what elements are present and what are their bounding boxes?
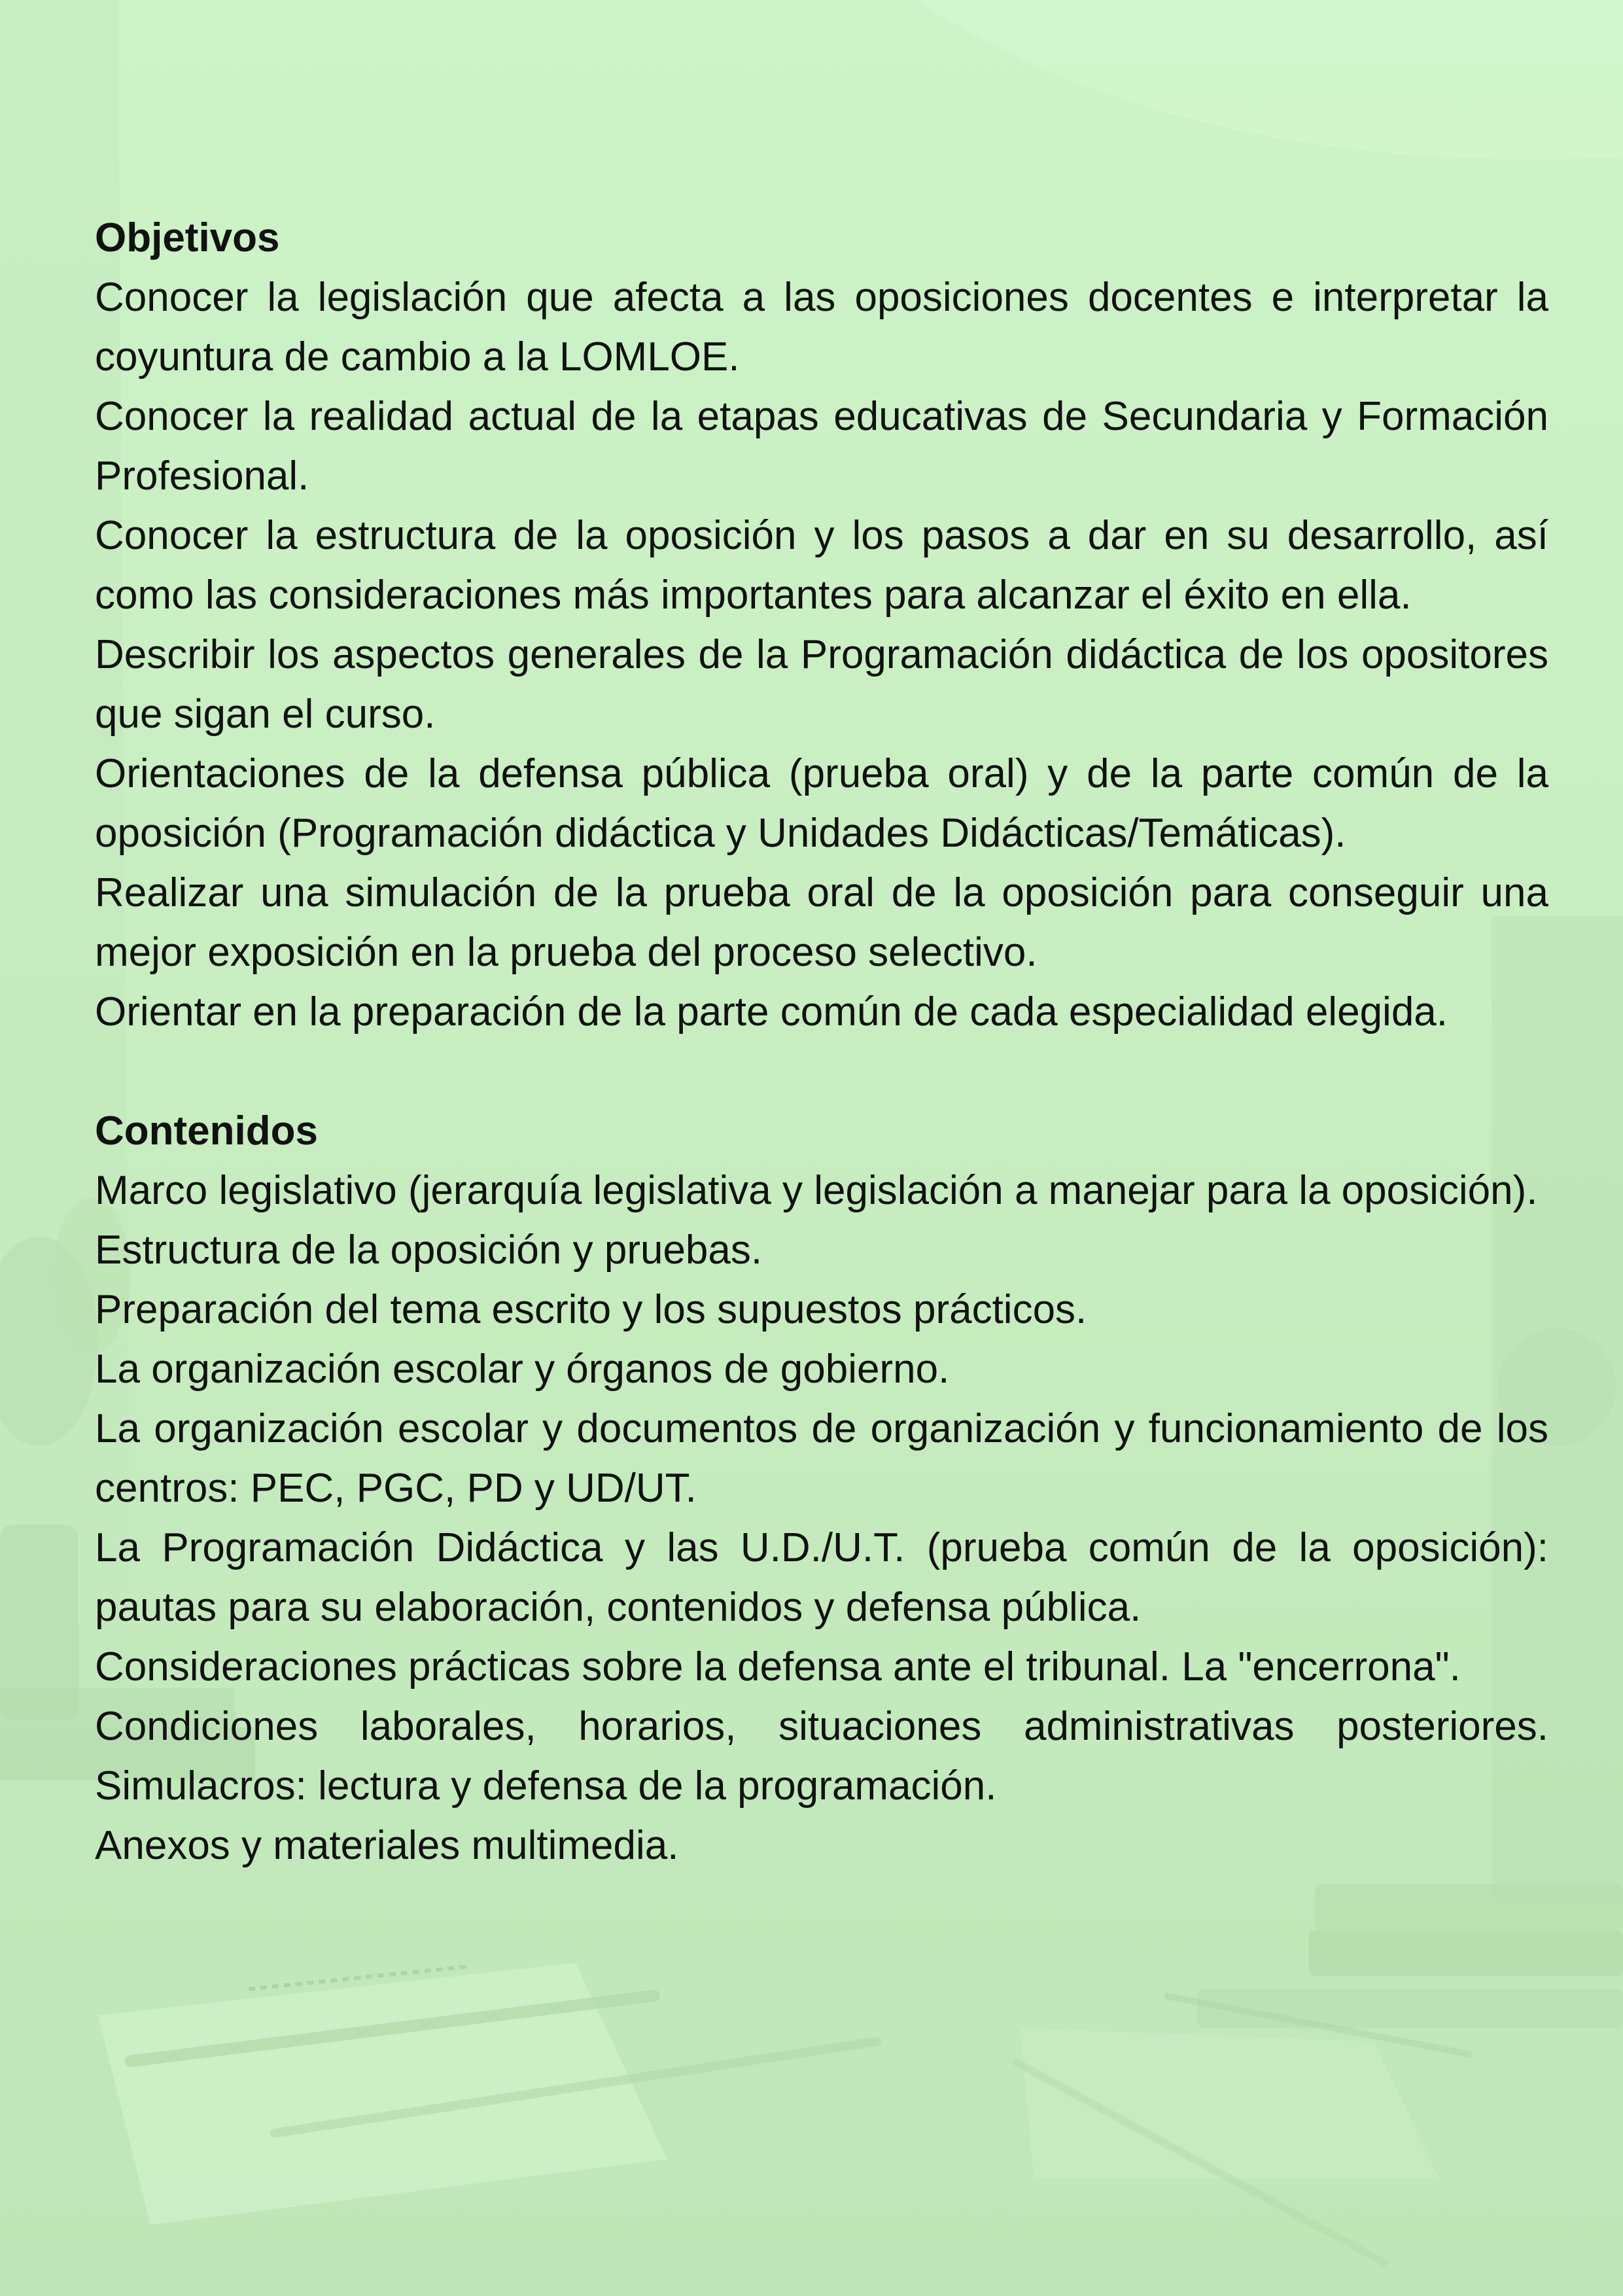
section-spacer	[95, 1042, 1548, 1101]
contenido-item: Marco legislativo (jerarquía legislativa y legislación a manejar para la oposición).	[95, 1168, 1538, 1213]
objetivo-item: Orientar en la preparación de la parte común de cada especialidad elegida.	[95, 989, 1448, 1034]
contenido-item: Anexos y materiales multimedia.	[95, 1823, 679, 1868]
contenido-item: La Programación Didáctica y las U.D./U.T. (prueba común de la oposición): pautas para su elaboración, contenidos y defensa pública.	[95, 1525, 1548, 1630]
contenido-item: Consideraciones prácticas sobre la defensa ante el tribunal. La "encerrona".	[95, 1644, 1461, 1689]
course-description	[95, 208, 1548, 1875]
objetivo-item: Conocer la estructura de la oposición y los pasos a dar en su desarrollo, así como las consideraciones más importantes para alcanzar el éxito en ella.	[95, 513, 1548, 618]
contenido-item: Simulacros: lectura y defensa de la programación.	[95, 1763, 997, 1809]
contenidos-heading: Contenidos	[95, 1108, 318, 1154]
objetivo-item: Orientaciones de la defensa pública (prueba oral) y de la parte común de la oposición (Programación didáctica y Unidades Didácticas/Temáticas).	[95, 751, 1548, 856]
contenido-item: La organización escolar y documentos de organización y funcionamiento de los centros: PEC, PGC, PD y UD/UT.	[95, 1406, 1548, 1511]
objetivos-heading: Objetivos	[95, 215, 280, 260]
objetivo-item: Realizar una simulación de la prueba oral de la oposición para conseguir una mejor exposición en la prueba del proceso selectivo.	[95, 870, 1548, 975]
contenido-item: Condiciones laborales, horarios, situaciones administrativas posteriores.	[95, 1704, 1548, 1749]
contenido-item: Preparación del tema escrito y los supuestos prácticos.	[95, 1287, 1087, 1332]
contenido-item: Estructura de la oposición y pruebas.	[95, 1227, 763, 1273]
objetivo-item: Conocer la legislación que afecta a las oposiciones docentes e interpretar la coyuntura de cambio a la LOMLOE.	[95, 275, 1548, 380]
objetivo-item: Conocer la realidad actual de la etapas educativas de Secundaria y Formación Profesional.	[95, 394, 1548, 499]
contenido-item: La organización escolar y órganos de gobierno.	[95, 1347, 950, 1392]
objetivo-item: Describir los aspectos generales de la Programación didáctica de los opositores que sigan el curso.	[95, 632, 1548, 737]
